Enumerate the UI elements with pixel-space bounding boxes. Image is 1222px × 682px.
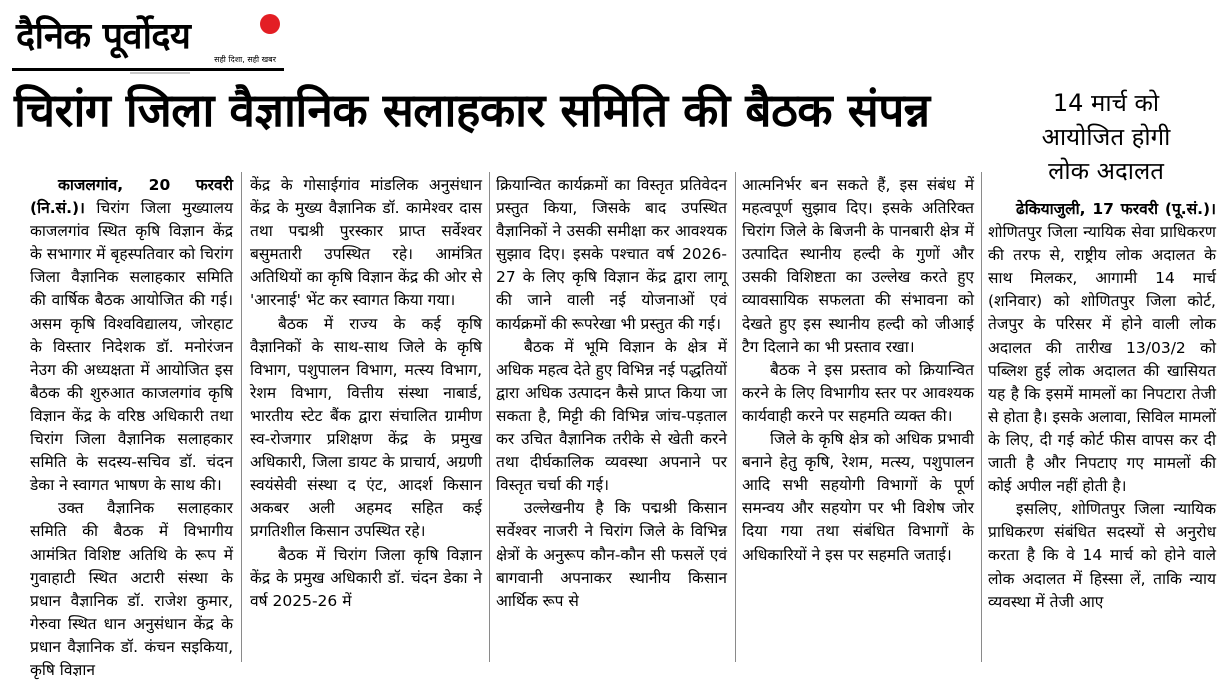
masthead <box>12 6 284 68</box>
masthead-title: दैनिक पूर्वोदय <box>16 16 191 57</box>
paragraph-text: इसलिए, शोणितपुर जिला न्यायिक प्राधिकरण संबंधित सदस्यों से अनुरोध करता है कि वे 14 मार्च को होने वाले लोक अदालत में हिस्सा लें, ताकि न्याय व्यवस्था में तेजी आए <box>988 500 1216 611</box>
article-column-2 <box>250 174 482 613</box>
column-divider <box>489 172 490 662</box>
article-paragraph <box>250 544 482 613</box>
article-paragraph <box>742 174 974 359</box>
paragraph-text: बैठक ने इस प्रस्ताव को क्रियान्वित करने के लिए विभागीय स्तर पर आवश्यक कार्यवाही करने पर सहमति व्यक्त की। <box>742 360 974 425</box>
paragraph-text: केंद्र के गोसाईगांव मांडलिक अनुसंधान केंद्र के मुख्य वैज्ञानिक डॉ. कामेश्वर दास तथा पद्मश्री पुरस्कार प्राप्त सर्वेश्वर बसुमतारी उपस्थित रहे। आमंत्रित अतिथियों का कृषि विज्ञान केंद्र की ओर से 'आरनाई' भेंट कर स्वागत किया गया। <box>250 176 482 310</box>
article-paragraph <box>30 497 233 682</box>
paragraph-text: चिरांग जिला मुख्यालय काजलगांव स्थित कृषि विज्ञान केंद्र के सभागार में बृहस्पतिवार को चिरांग जिला वैज्ञानिक सलाहकार समिति की वार्षिक बैठक आयोजित की गई। असम कृषि विश्वविद्यालय, जोरहाट के विस्तार निदेशक डॉ. मनोरंजन नेउग की अध्यक्षता में आयोजित इस बैठक की शुरुआत काजलगांव कृषि विज्ञान केंद्र के वरिष्ठ अधिकारी तथा चिरांग जिला वैज्ञानिक सलाहकार समिति के सदस्य-सचिव डॉ. चंदन डेका ने स्वागत भाषण के साथ की। <box>30 199 233 495</box>
paragraph-text: बैठक में राज्य के कई कृषि वैज्ञानिकों के साथ-साथ जिले के कृषि विभाग, पशुपालन विभाग, मत्स्य विभाग, रेशम विभाग, वित्तीय संस्था नाबार्ड, भारतीय स्टेट बैंक द्वारा संचालित ग्रामीण स्व-रोजगार प्रशिक्षण केंद्र के प्रमुख अधिकारी, जिला डायट के प्राचार्य, अग्रणी स्वयंसेवी संस्था द एंट, आदर्श किसान अकबर अली अहमद सहित कई प्रगतिशील किसान उपस्थित रहे। <box>250 314 482 541</box>
article-paragraph <box>742 428 974 567</box>
article-paragraph <box>988 198 1216 498</box>
paragraph-text: क्रियान्वित कार्यक्रमों का विस्तृत प्रतिवेदन प्रस्तुत किया, जिसके बाद उपस्थित वैज्ञानिकों ने उसकी समीक्षा कर आवश्यक सुझाव दिए। इसके पश्चात वर्ष 2026-27 के लिए कृषि विज्ञान केंद्र द्वारा लागू की जाने वाली नई योजनाओं एवं कार्यक्रमों की रूपरेखा भी प्रस्तुत की गई। <box>496 176 727 333</box>
paragraph-text: शोणितपुर जिला न्यायिक सेवा प्राधिकरण की तरफ से, राष्ट्रीय लोक अदालत के साथ मिलकर, आगामी 14 मार्च (शनिवार) को शोणितपुर जिला कोर्ट, तेजपुर के परिसर में होने वाली लोक अदालत की तारीख 13/03/2 को पब्लिश हुई लोक अदालत की खासियत यह है कि इसमें मामलों का निपटारा तेजी से होता है। इसके अलावा, सिविल मामलों के लिए, दी गई कोर्ट फीस वापस कर दी जाती है और निपटाए गए मामलों की कोई अपील नहीं होती है। <box>988 223 1216 496</box>
side-headline-line: 14 मार्च को <box>1052 89 1160 117</box>
article-paragraph <box>496 336 727 498</box>
dateline: काजलगांव, 20 फरवरी (नि.सं.)। <box>30 176 233 218</box>
paragraph-text: बैठक में भूमि विज्ञान के क्षेत्र में अधिक महत्व देते हुए विभिन्न नई पद्धतियों द्वारा अधिक उत्पादन कैसे प्राप्त किया जा सकता है, मिट्टी की विभिन्न जांच-पड़ताल कर उचित वैज्ञानिक तरीके से खेती करने तथा दीर्घकालिक व्यवस्था अपनाने पर विस्तृत चर्चा की गई। <box>496 337 727 495</box>
side-headline-line: लोक अदालत <box>1048 157 1164 185</box>
article-paragraph <box>988 498 1216 613</box>
article-column-3 <box>496 174 727 613</box>
article-paragraph <box>30 174 233 497</box>
dateline: ढेकियाजुली, 17 फरवरी (पू.सं.)। <box>1016 200 1216 218</box>
masthead-sun-icon <box>260 14 280 34</box>
masthead-subrule <box>130 72 190 74</box>
article-paragraph <box>742 359 974 428</box>
column-divider <box>981 172 982 662</box>
masthead-tagline: सही दिशा, सही खबर <box>214 55 276 64</box>
column-divider <box>241 172 242 662</box>
article-column-4 <box>742 174 974 567</box>
masthead-rule <box>12 68 284 71</box>
paragraph-text: आत्मनिर्भर बन सकते हैं, इस संबंध में महत्वपूर्ण सुझाव दिए। इसके अतिरिक्त चिरांग जिले के बिजनी के पानबारी क्षेत्र में उत्पादित स्थानीय हल्दी के गुणों और उसकी विशिष्टता का उल्लेख करते हुए व्यावसायिक सफलता की संभावना को देखते हुए इस स्थानीय हल्दी को जीआई टैग दिलाने का भी प्रस्ताव रखा। <box>742 176 974 356</box>
article-paragraph <box>496 497 727 612</box>
main-headline: चिरांग जिला वैज्ञानिक सलाहकार समिति की बैठक संपन्न <box>14 83 930 137</box>
article-column-1 <box>30 174 233 682</box>
side-headline <box>1000 86 1212 188</box>
article-paragraph <box>496 174 727 336</box>
article-paragraph <box>250 313 482 544</box>
paragraph-text: बैठक में चिरांग जिला कृषि विज्ञान केंद्र के प्रमुख अधिकारी डॉ. चंदन डेका ने वर्ष 2025-26 में <box>250 545 482 610</box>
paragraph-text: उक्त वैज्ञानिक सलाहकार समिति की बैठक में विभागीय आमंत्रित विशिष्ट अतिथि के रूप में गुवाहाटी स्थित अटारी संस्था के प्रधान वैज्ञानिक डॉ. राजेश कुमार, गेरुवा स्थित धान अनुसंधान केंद्र के प्रधान वैज्ञानिक डॉ. कंचन सइकिया, कृषि विज्ञान <box>30 499 233 679</box>
paragraph-text: जिले के कृषि क्षेत्र को अधिक प्रभावी बनाने हेतु कृषि, रेशम, मत्स्य, पशुपालन आदि सभी सहयोगी विभागों के पूर्ण समन्वय और सहयोग पर भी विशेष जोर दिया गया तथा संबंधित विभागों के अधिकारियों ने इस पर सहमति जताई। <box>742 430 974 564</box>
column-divider <box>735 172 736 662</box>
side-story-column <box>988 198 1216 614</box>
paragraph-text: उल्लेखनीय है कि पद्मश्री किसान सर्वेश्वर नाजरी ने चिरांग जिले के विभिन्न क्षेत्रों के अनुरूप कौन-कौन सी फसलें एवं बागवानी अपनाकर स्थानीय किसान आर्थिक रूप से <box>496 499 727 610</box>
side-headline-line: आयोजित होगी <box>1041 123 1171 151</box>
article-paragraph <box>250 174 482 313</box>
